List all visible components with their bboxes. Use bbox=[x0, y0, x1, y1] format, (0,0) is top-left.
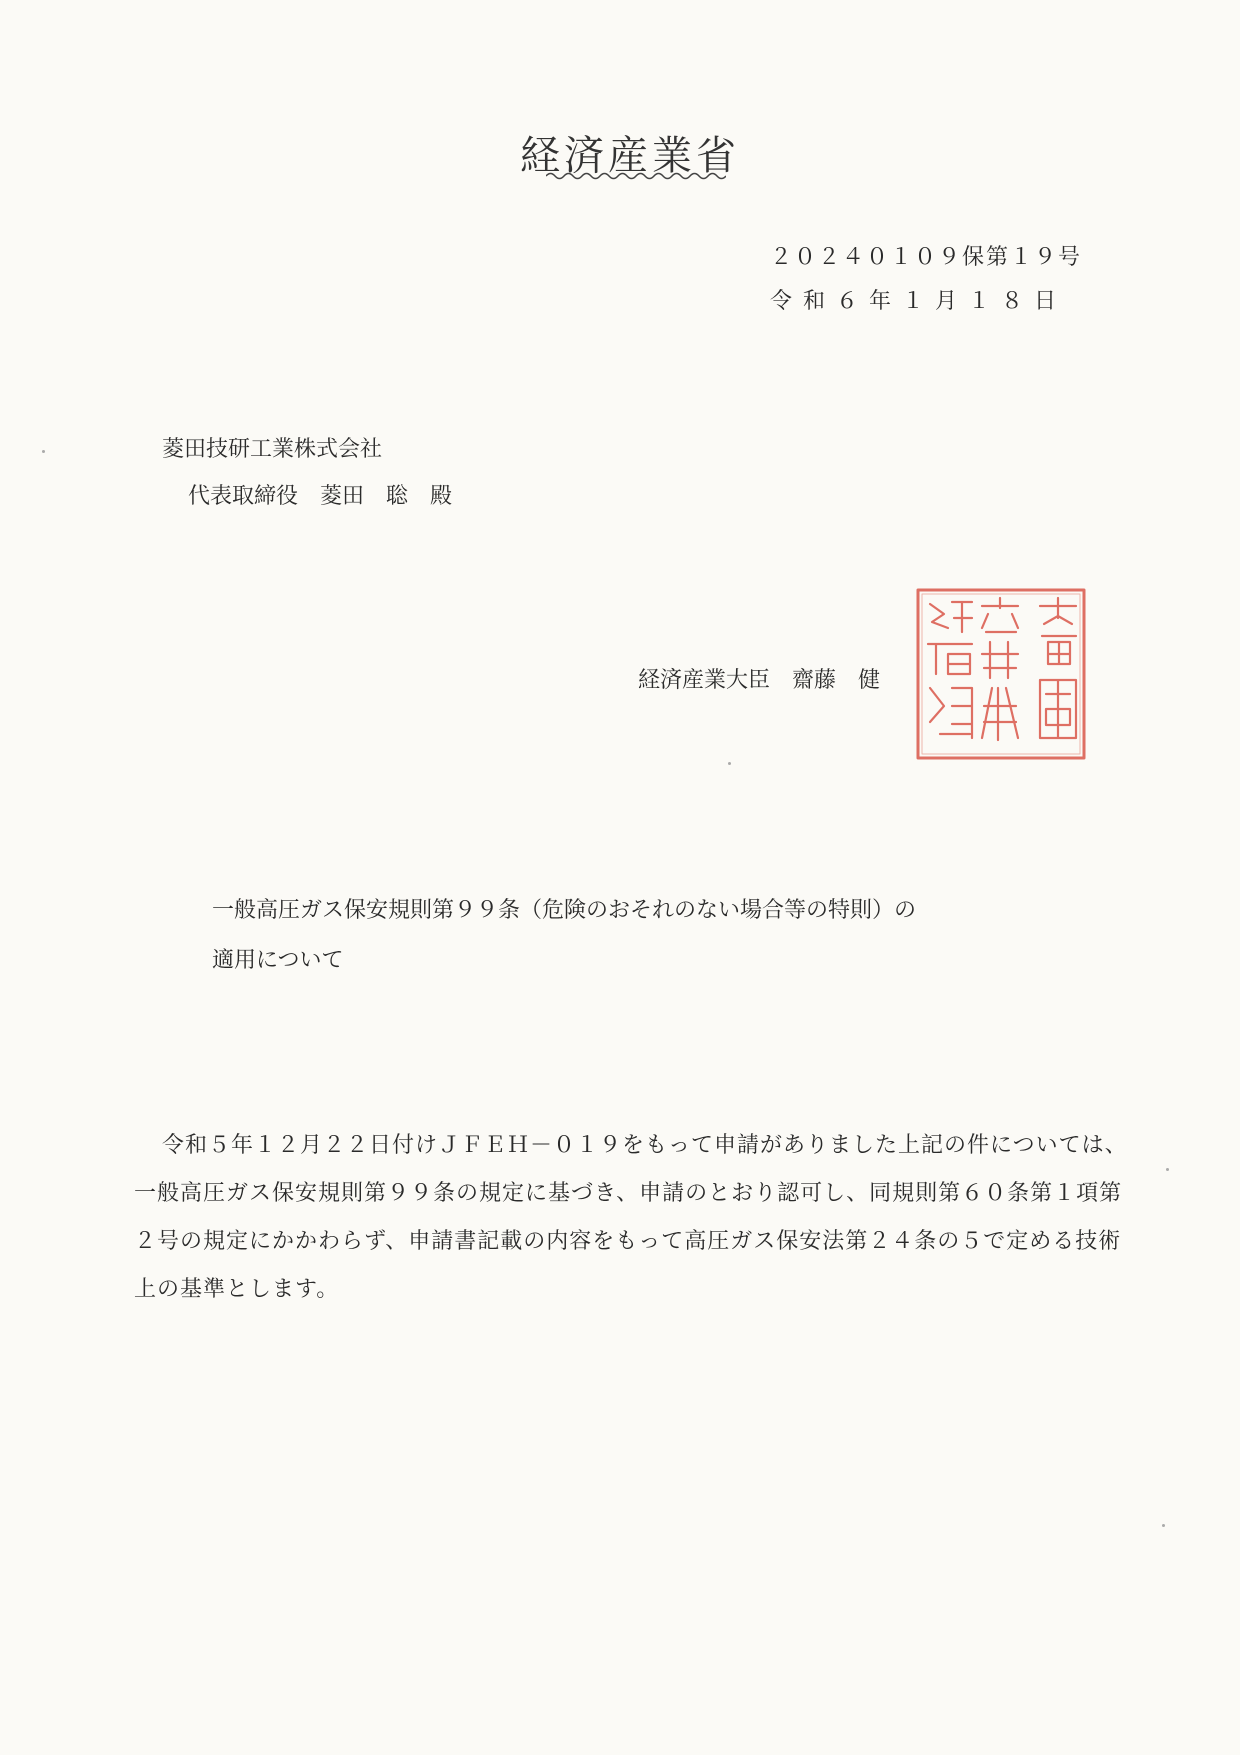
subject-line-1: 一般高圧ガス保安規則第９９条（危険のおそれのない場合等の特則）の bbox=[212, 898, 917, 923]
subject-block bbox=[212, 886, 1092, 986]
reference-number: ２０２４０１０９保第１９号 bbox=[770, 245, 1083, 270]
heading-wavy-underline bbox=[546, 170, 726, 182]
sender-minister: 経済産業大臣 齋藤 健 bbox=[638, 668, 881, 693]
scan-speck bbox=[728, 762, 731, 765]
reference-block bbox=[770, 236, 1090, 324]
subject-line-2: 適用について bbox=[212, 948, 344, 973]
recipient-company: 菱田技研工業株式会社 bbox=[162, 437, 383, 462]
scan-speck bbox=[42, 450, 45, 453]
issuer-heading: 経済産業省 bbox=[520, 133, 740, 179]
body-paragraph: 令和５年１２月２２日付けＪＦＥＨ－０１９をもって申請がありました上記の件については、一般高圧ガス保安規則第９９条の規定に基づき、申請のとおり認可し、同規則第６０条第１項第２号の規定にかかわらず、申請書記載の内容をもって高圧ガス保安法第２４条の５で定める技術上の基準とします。 bbox=[134, 1133, 1128, 1302]
body-block bbox=[134, 1122, 1140, 1314]
recipient-person: 代表取締役 菱田 聡 殿 bbox=[188, 484, 453, 509]
recipient-block bbox=[162, 426, 452, 520]
issue-date: 令和６年１月１８日 bbox=[770, 289, 1068, 314]
scan-speck bbox=[1162, 1524, 1165, 1527]
scan-speck bbox=[1166, 1168, 1169, 1171]
official-seal-stamp bbox=[912, 584, 1090, 764]
